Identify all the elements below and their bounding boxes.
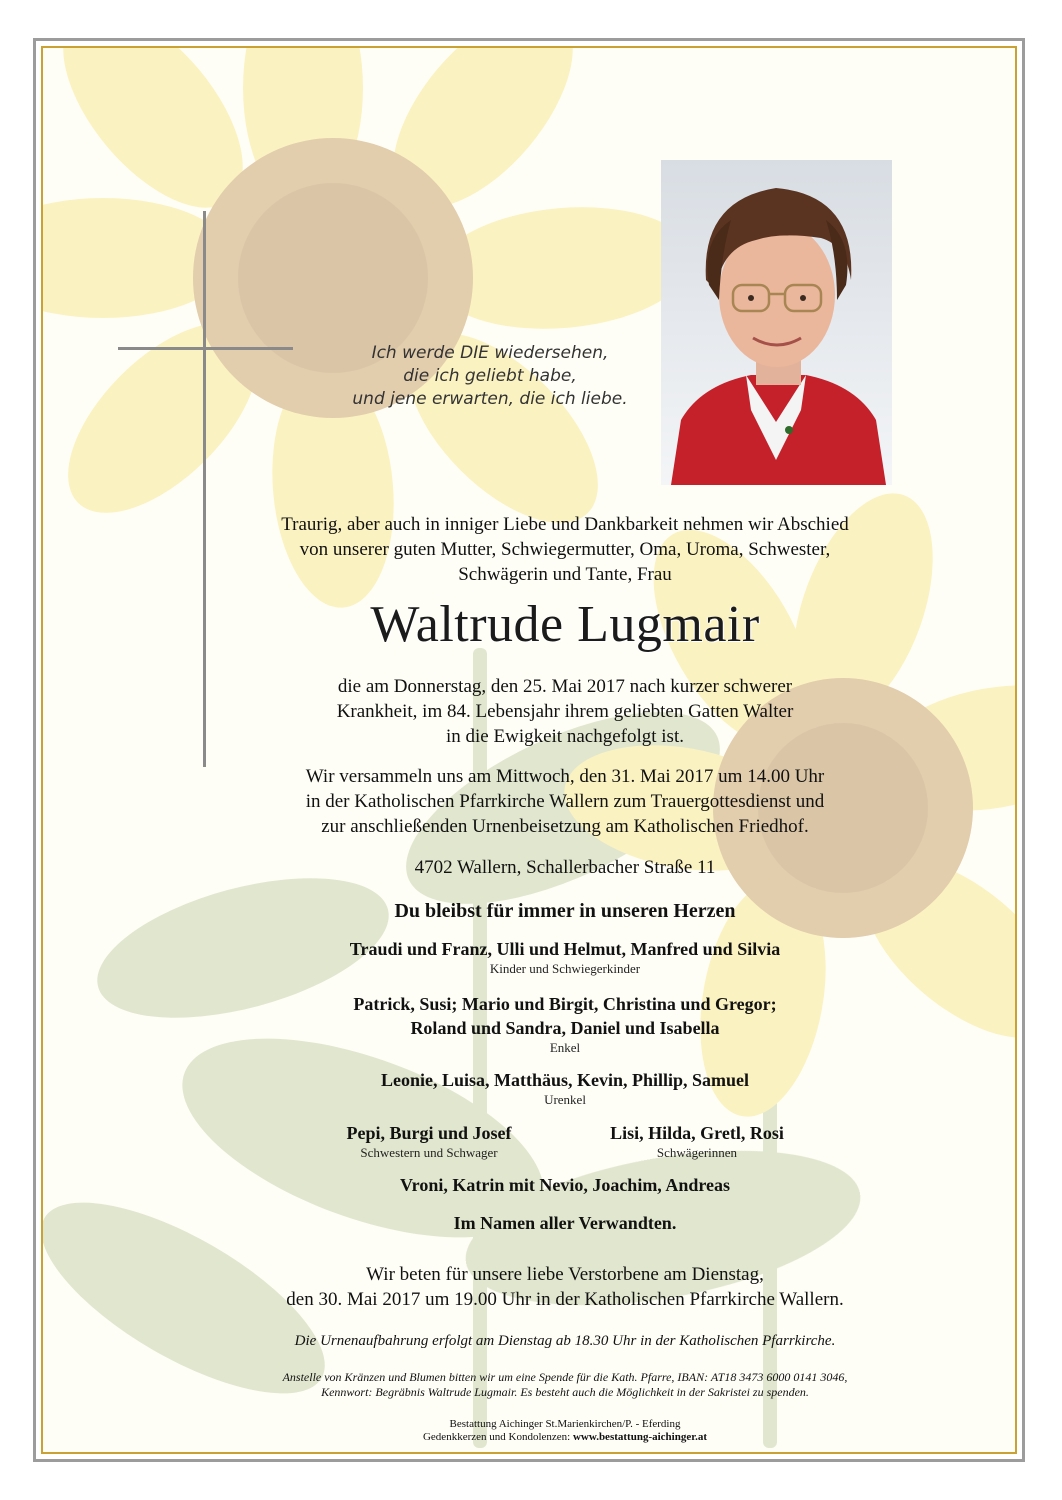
sisters-in-law-names: Lisi, Hilda, Gretl, Rosi: [610, 1123, 784, 1143]
quote-line: und jene erwarten, die ich liebe.: [352, 389, 628, 409]
mourners-children: [100, 937, 1030, 977]
grandchildren-names-line2: Roland und Sandra, Daniel und Isabella: [410, 1018, 720, 1038]
siblings-names: Pepi, Burgi und Josef: [346, 1123, 512, 1143]
death-line: die am Donnerstag, den 25. Mai 2017 nach kurzer schwerer: [337, 676, 793, 697]
mourners-great-grandchildren: [100, 1068, 1030, 1108]
grandchildren-names-line1: Patrick, Susi; Mario und Birgit, Christina und Gregor;: [353, 994, 777, 1014]
funeral-details: [100, 764, 1030, 839]
family-address: 4702 Wallern, Schallerbacher Straße 11: [414, 857, 716, 878]
undertaker-website-link[interactable]: www.bestattung-aichinger.at: [572, 1431, 708, 1443]
grandchildren-relation: Enkel: [549, 1040, 581, 1055]
children-names: Traudi und Franz, Ulli und Helmut, Manfred und Silvia: [349, 939, 781, 959]
portrait-photo: [661, 160, 892, 485]
mourners-others: Vroni, Katrin mit Nevio, Joachim, Andreas: [400, 1175, 730, 1195]
intro-line: Traurig, aber auch in inniger Liebe und Dankbarkeit nehmen wir Abschied: [281, 514, 849, 535]
mourners-relatives: Im Namen aller Verwandten.: [453, 1213, 677, 1233]
sisters-in-law-relation: Schwägerinnen: [656, 1145, 738, 1160]
undertaker-name: Bestattung Aichinger St.Marienkirchen/P. - Eferding: [449, 1418, 681, 1430]
death-line: in die Ewigkeit nachgefolgt ist.: [446, 726, 684, 747]
death-notice: [100, 674, 1030, 749]
intro-line: von unserer guten Mutter, Schwiegermutter, Oma, Uroma, Schwester,: [299, 539, 831, 560]
rosary-line: den 30. Mai 2017 um 19.00 Uhr in der Katholischen Pfarrkirche Wallern.: [286, 1289, 844, 1310]
memorial-motto: Du bleibst für immer in unseren Herzen: [394, 900, 736, 922]
urn-notice: Die Urnenaufbahrung erfolgt am Dienstag ab 18.30 Uhr in der Katholischen Pfarrkirche.: [294, 1333, 836, 1349]
intro-line: Schwägerin und Tante, Frau: [458, 564, 672, 585]
undertaker-footer: [100, 1418, 1030, 1444]
deceased-name: Waltrude Lugmair: [370, 596, 760, 653]
children-relation: Kinder und Schwiegerkinder: [489, 961, 641, 976]
donation-line: Anstelle von Kränzen und Blumen bitten wir um eine Spende für die Kath. Pfarre, IBAN: AT18 3473 6000 0141 3046,: [282, 1370, 848, 1384]
mourners-sisters-in-law: [567, 1121, 827, 1161]
quote-line: die ich geliebt habe,: [403, 366, 577, 386]
donation-line: Kennwort: Begräbnis Waltrude Lugmair. Es besteht auch die Möglichkeit in der Sakristei zu spenden.: [321, 1385, 809, 1399]
death-line: Krankheit, im 84. Lebensjahr ihrem geliebten Gatten Walter: [336, 701, 794, 722]
rosary-line: Wir beten für unsere liebe Verstorbene am Dienstag,: [366, 1264, 764, 1285]
portrait-illustration: [661, 160, 892, 485]
funeral-line: Wir versammeln uns am Mittwoch, den 31. Mai 2017 um 14.00 Uhr: [305, 766, 825, 787]
funeral-line: in der Katholischen Pfarrkirche Wallern zum Trauergottesdienst und: [305, 791, 825, 812]
mourners-siblings: [299, 1121, 559, 1161]
great-grandchildren-names: Leonie, Luisa, Matthäus, Kevin, Phillip, Samuel: [380, 1070, 750, 1090]
quote-line: Ich werde DIE wiedersehen,: [371, 343, 609, 363]
siblings-relation: Schwestern und Schwager: [360, 1145, 498, 1160]
great-grandchildren-relation: Urenkel: [544, 1092, 586, 1107]
rosary-prayer: [100, 1262, 1030, 1312]
intro-text: [100, 512, 1030, 587]
funeral-line: zur anschließenden Urnenbeisetzung am Katholischen Friedhof.: [321, 816, 809, 837]
undertaker-contact: [100, 1431, 1030, 1444]
donation-notice: [100, 1370, 1030, 1400]
cross-icon-horizontal: [118, 347, 293, 350]
mourners-grandchildren: [100, 992, 1030, 1056]
undertaker-contact-label: Gedenkkerzen und Kondolenzen:: [422, 1431, 573, 1443]
memorial-quote: [300, 342, 680, 411]
